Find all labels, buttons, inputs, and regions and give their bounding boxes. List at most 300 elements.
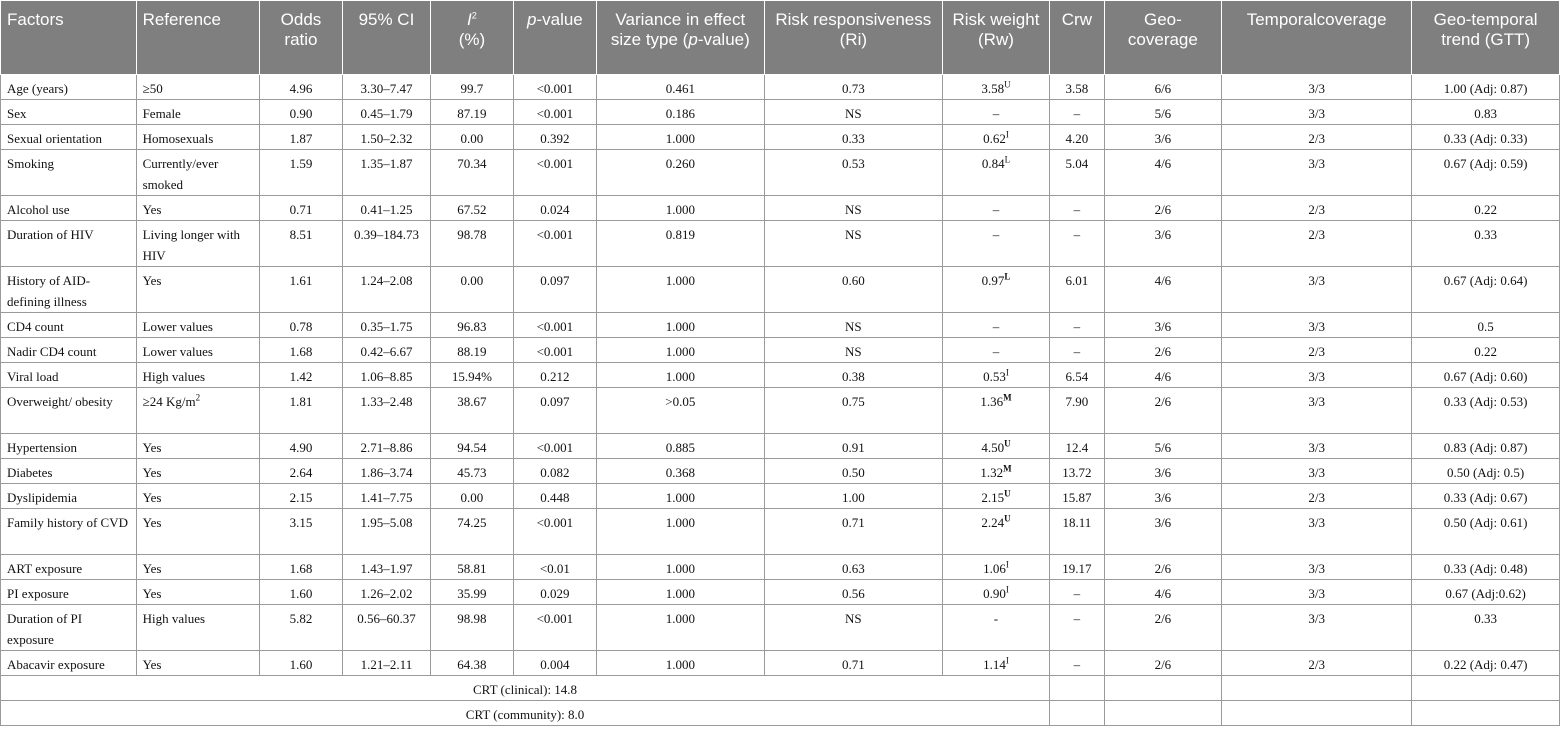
cell-temporal-coverage: 3/3 — [1222, 509, 1412, 555]
cell-odds-ratio: 4.90 — [259, 434, 342, 459]
cell-ci: 1.50–2.32 — [342, 125, 430, 150]
cell-rw-value: 1.14 — [983, 657, 1006, 672]
footer-empty-cell — [1104, 676, 1221, 701]
cell-gtt: 0.22 (Adj: 0.47) — [1412, 651, 1560, 676]
cell-factor: Family history of CVD — [1, 509, 137, 555]
header-factors: Factors — [1, 1, 137, 75]
cell-odds-ratio: 1.61 — [259, 267, 342, 313]
table-row — [1, 580, 1560, 605]
cell-factor: Dyslipidemia — [1, 484, 137, 509]
cell-reference: High values — [136, 605, 259, 651]
cell-gtt: 0.67 (Adj: 0.64) — [1412, 267, 1560, 313]
cell-variance: 0.260 — [596, 150, 764, 196]
cell-rw-value: - — [993, 611, 999, 626]
table-row — [1, 651, 1560, 676]
cell-ci: 3.30–7.47 — [342, 75, 430, 100]
cell-gtt: 0.33 (Adj: 0.33) — [1412, 125, 1560, 150]
cell-i2: 38.67 — [430, 388, 513, 434]
cell-reference: Yes — [136, 196, 259, 221]
cell-geo-coverage: 2/6 — [1104, 196, 1221, 221]
cell-factor: Viral load — [1, 363, 137, 388]
cell-ri: NS — [764, 196, 942, 221]
cell-rw — [942, 363, 1049, 388]
cell-variance: 1.000 — [596, 267, 764, 313]
cell-reference: Yes — [136, 580, 259, 605]
cell-p-value: 0.097 — [513, 388, 596, 434]
cell-odds-ratio: 0.90 — [259, 100, 342, 125]
cell-p-value: 0.392 — [513, 125, 596, 150]
cell-reference: ≥50 — [136, 75, 259, 100]
cell-p-value: <0.001 — [513, 338, 596, 363]
header-row — [1, 1, 1560, 75]
cell-odds-ratio: 2.64 — [259, 459, 342, 484]
cell-ri: 0.73 — [764, 75, 942, 100]
cell-factor: Hypertension — [1, 434, 137, 459]
cell-geo-coverage: 5/6 — [1104, 100, 1221, 125]
footer-empty-cell — [1412, 676, 1560, 701]
header-risk-responsiveness: Risk responsiveness (Ri) — [764, 1, 942, 75]
cell-temporal-coverage: 3/3 — [1222, 75, 1412, 100]
cell-ci: 0.42–6.67 — [342, 338, 430, 363]
cell-rw-value: – — [992, 202, 1000, 217]
cell-p-value: <0.01 — [513, 555, 596, 580]
cell-factor: CD4 count — [1, 313, 137, 338]
cell-geo-coverage: 2/6 — [1104, 388, 1221, 434]
cell-odds-ratio: 1.60 — [259, 651, 342, 676]
cell-rw-value: 0.53 — [983, 369, 1006, 384]
cell-ri: 0.56 — [764, 580, 942, 605]
cell-p-value: <0.001 — [513, 75, 596, 100]
cell-temporal-coverage: 3/3 — [1222, 313, 1412, 338]
table-row — [1, 388, 1560, 434]
cell-factor: Duration of HIV — [1, 221, 137, 267]
cell-rw — [942, 651, 1049, 676]
cell-temporal-coverage: 3/3 — [1222, 605, 1412, 651]
cell-crw: 5.04 — [1050, 150, 1105, 196]
cell-variance: 0.819 — [596, 221, 764, 267]
cell-i2: 0.00 — [430, 484, 513, 509]
cell-p-value: 0.082 — [513, 459, 596, 484]
cell-reference: Yes — [136, 651, 259, 676]
cell-crw: – — [1050, 221, 1105, 267]
cell-i2: 0.00 — [430, 125, 513, 150]
footer-empty-cell — [1222, 676, 1412, 701]
cell-reference: Lower values — [136, 313, 259, 338]
cell-gtt: 0.67 (Adj: 0.59) — [1412, 150, 1560, 196]
footer-row-clinical — [1, 676, 1560, 701]
cell-geo-coverage: 2/6 — [1104, 555, 1221, 580]
cell-rw-value: 1.32 — [980, 465, 1004, 480]
header-crw: Crw — [1050, 1, 1105, 75]
table-row — [1, 125, 1560, 150]
cell-crw: – — [1050, 196, 1105, 221]
cell-variance: 0.186 — [596, 100, 764, 125]
cell-i2: 0.00 — [430, 267, 513, 313]
cell-rw — [942, 100, 1049, 125]
header-geo-coverage: Geo-coverage — [1104, 1, 1221, 75]
footer-empty-cell — [1050, 701, 1105, 726]
cell-rw-superscript: L — [1004, 154, 1011, 165]
table-row — [1, 434, 1560, 459]
cell-rw-superscript: U — [1004, 488, 1011, 499]
cell-temporal-coverage: 2/3 — [1222, 484, 1412, 509]
cell-gtt: 0.50 (Adj: 0.5) — [1412, 459, 1560, 484]
cell-reference: Yes — [136, 555, 259, 580]
cell-factor: Age (years) — [1, 75, 137, 100]
cell-variance: 0.461 — [596, 75, 764, 100]
cell-i2: 70.34 — [430, 150, 513, 196]
cell-crw: 6.54 — [1050, 363, 1105, 388]
cell-i2: 35.99 — [430, 580, 513, 605]
cell-rw — [942, 221, 1049, 267]
cell-rw-superscript: U — [1004, 79, 1011, 90]
cell-ci: 1.95–5.08 — [342, 509, 430, 555]
cell-rw — [942, 484, 1049, 509]
cell-rw — [942, 509, 1049, 555]
cell-gtt: 0.33 — [1412, 221, 1560, 267]
cell-ri: 0.53 — [764, 150, 942, 196]
cell-temporal-coverage: 3/3 — [1222, 100, 1412, 125]
cell-ci: 1.33–2.48 — [342, 388, 430, 434]
cell-variance: 1.000 — [596, 484, 764, 509]
cell-rw — [942, 267, 1049, 313]
cell-variance: 1.000 — [596, 651, 764, 676]
header-odds-ratio: Odds ratio — [259, 1, 342, 75]
footer-empty-cell — [1050, 676, 1105, 701]
header-p-symbol: p — [526, 10, 537, 29]
cell-ri: 0.91 — [764, 434, 942, 459]
header-i2-unit: (%) — [458, 30, 486, 49]
cell-variance: 0.885 — [596, 434, 764, 459]
cell-variance: 1.000 — [596, 605, 764, 651]
cell-gtt: 1.00 (Adj: 0.87) — [1412, 75, 1560, 100]
cell-ci: 1.43–1.97 — [342, 555, 430, 580]
header-variance — [596, 1, 764, 75]
table-row — [1, 555, 1560, 580]
cell-odds-ratio: 2.15 — [259, 484, 342, 509]
cell-p-value: 0.029 — [513, 580, 596, 605]
cell-reference-value: ≥24 Kg/m — [142, 394, 196, 409]
header-ci: 95% CI — [342, 1, 430, 75]
cell-rw-value: – — [992, 344, 1000, 359]
cell-geo-coverage: 5/6 — [1104, 434, 1221, 459]
cell-ri: NS — [764, 221, 942, 267]
cell-p-value: <0.001 — [513, 434, 596, 459]
header-variance-text-a: Variance in effect size type ( — [610, 10, 746, 49]
cell-reference: Yes — [136, 484, 259, 509]
header-p-value-text: -value — [536, 10, 583, 29]
table-row — [1, 338, 1560, 363]
cell-ri: 1.00 — [764, 484, 942, 509]
cell-crw: 6.01 — [1050, 267, 1105, 313]
header-p-value — [513, 1, 596, 75]
cell-geo-coverage: 4/6 — [1104, 580, 1221, 605]
cell-gtt: 0.5 — [1412, 313, 1560, 338]
cell-ri: NS — [764, 100, 942, 125]
table-row — [1, 605, 1560, 651]
cell-factor: Sexual orientation — [1, 125, 137, 150]
header-risk-weight: Risk weight (Rw) — [942, 1, 1049, 75]
header-i2-symbol: I — [467, 10, 472, 29]
cell-p-value: <0.001 — [513, 150, 596, 196]
cell-gtt: 0.22 — [1412, 338, 1560, 363]
cell-i2: 45.73 — [430, 459, 513, 484]
cell-variance: 1.000 — [596, 363, 764, 388]
table-row — [1, 509, 1560, 555]
cell-ci: 1.86–3.74 — [342, 459, 430, 484]
cell-i2: 67.52 — [430, 196, 513, 221]
cell-rw-value: 2.15 — [981, 490, 1005, 505]
cell-rw-superscript: U — [1004, 513, 1011, 524]
cell-ri: 0.63 — [764, 555, 942, 580]
cell-variance: >0.05 — [596, 388, 764, 434]
cell-i2: 98.78 — [430, 221, 513, 267]
cell-i2: 74.25 — [430, 509, 513, 555]
cell-ri: 0.60 — [764, 267, 942, 313]
cell-reference: Yes — [136, 459, 259, 484]
cell-rw — [942, 150, 1049, 196]
cell-reference: Yes — [136, 267, 259, 313]
cell-temporal-coverage: 3/3 — [1222, 580, 1412, 605]
cell-gtt: 0.33 (Adj: 0.67) — [1412, 484, 1560, 509]
cell-crw: – — [1050, 651, 1105, 676]
cell-crw: 7.90 — [1050, 388, 1105, 434]
cell-odds-ratio: 0.71 — [259, 196, 342, 221]
cell-crw: – — [1050, 580, 1105, 605]
header-temporal-coverage: Temporalcoverage — [1222, 1, 1412, 75]
cell-p-value: 0.212 — [513, 363, 596, 388]
cell-ri: 0.38 — [764, 363, 942, 388]
cell-rw — [942, 75, 1049, 100]
cell-rw — [942, 388, 1049, 434]
cell-crw: – — [1050, 605, 1105, 651]
table-body — [1, 75, 1560, 726]
cell-i2: 64.38 — [430, 651, 513, 676]
cell-ci: 1.21–2.11 — [342, 651, 430, 676]
cell-ri: NS — [764, 313, 942, 338]
cell-geo-coverage: 6/6 — [1104, 75, 1221, 100]
cell-reference: Currently/ever smoked — [136, 150, 259, 196]
cell-reference — [136, 388, 259, 434]
cell-factor: Overweight/ obesity — [1, 388, 137, 434]
cell-i2: 58.81 — [430, 555, 513, 580]
cell-rw — [942, 313, 1049, 338]
cell-i2: 94.54 — [430, 434, 513, 459]
cell-geo-coverage: 3/6 — [1104, 484, 1221, 509]
cell-geo-coverage: 2/6 — [1104, 651, 1221, 676]
cell-variance: 1.000 — [596, 196, 764, 221]
cell-rw-value: – — [992, 319, 1000, 334]
cell-rw-value: 2.24 — [981, 515, 1005, 530]
cell-ci: 0.41–1.25 — [342, 196, 430, 221]
cell-factor: Sex — [1, 100, 137, 125]
table-row — [1, 459, 1560, 484]
cell-crw: 3.58 — [1050, 75, 1105, 100]
footer-empty-cell — [1412, 701, 1560, 726]
cell-ri: 0.50 — [764, 459, 942, 484]
cell-p-value: <0.001 — [513, 509, 596, 555]
cell-crw: – — [1050, 338, 1105, 363]
cell-i2: 99.7 — [430, 75, 513, 100]
cell-temporal-coverage: 2/3 — [1222, 196, 1412, 221]
cell-factor: Nadir CD4 count — [1, 338, 137, 363]
header-reference: Reference — [136, 1, 259, 75]
cell-p-value: 0.004 — [513, 651, 596, 676]
cell-geo-coverage: 4/6 — [1104, 267, 1221, 313]
cell-rw-value: 1.36 — [980, 394, 1004, 409]
cell-temporal-coverage: 3/3 — [1222, 555, 1412, 580]
cell-temporal-coverage: 2/3 — [1222, 221, 1412, 267]
cell-gtt: 0.33 (Adj: 0.48) — [1412, 555, 1560, 580]
cell-odds-ratio: 1.68 — [259, 555, 342, 580]
table-row — [1, 313, 1560, 338]
cell-geo-coverage: 3/6 — [1104, 125, 1221, 150]
cell-rw-superscript: L — [1004, 271, 1011, 282]
cell-gtt: 0.33 (Adj: 0.53) — [1412, 388, 1560, 434]
cell-rw — [942, 434, 1049, 459]
table-row — [1, 484, 1560, 509]
cell-p-value: <0.001 — [513, 100, 596, 125]
cell-rw — [942, 125, 1049, 150]
cell-gtt: 0.22 — [1412, 196, 1560, 221]
cell-factor: History of AID-defining illness — [1, 267, 137, 313]
cell-crw: 13.72 — [1050, 459, 1105, 484]
cell-gtt: 0.33 — [1412, 605, 1560, 651]
cell-geo-coverage: 3/6 — [1104, 313, 1221, 338]
header-variance-text-b: -value) — [697, 30, 750, 49]
cell-factor: ART exposure — [1, 555, 137, 580]
cell-crw: 18.11 — [1050, 509, 1105, 555]
table-row — [1, 363, 1560, 388]
cell-ci: 1.06–8.85 — [342, 363, 430, 388]
cell-ri: 0.75 — [764, 388, 942, 434]
cell-geo-coverage: 3/6 — [1104, 459, 1221, 484]
cell-ri: 0.33 — [764, 125, 942, 150]
cell-crw: 12.4 — [1050, 434, 1105, 459]
cell-odds-ratio: 4.96 — [259, 75, 342, 100]
footer-empty-cell — [1104, 701, 1221, 726]
cell-ri: NS — [764, 605, 942, 651]
cell-ci: 0.35–1.75 — [342, 313, 430, 338]
cell-variance: 1.000 — [596, 338, 764, 363]
cell-gtt: 0.50 (Adj: 0.61) — [1412, 509, 1560, 555]
cell-temporal-coverage: 2/3 — [1222, 651, 1412, 676]
cell-geo-coverage: 2/6 — [1104, 605, 1221, 651]
cell-geo-coverage: 2/6 — [1104, 338, 1221, 363]
cell-p-value: <0.001 — [513, 221, 596, 267]
cell-crw: 15.87 — [1050, 484, 1105, 509]
cell-gtt: 0.67 (Adj:0.62) — [1412, 580, 1560, 605]
cell-rw-superscript: U — [1004, 438, 1011, 449]
cell-p-value: 0.024 — [513, 196, 596, 221]
cell-reference: Female — [136, 100, 259, 125]
cell-temporal-coverage: 3/3 — [1222, 459, 1412, 484]
table-row — [1, 221, 1560, 267]
cell-odds-ratio: 3.15 — [259, 509, 342, 555]
header-variance-p-symbol: p — [688, 30, 698, 49]
cell-temporal-coverage: 3/3 — [1222, 434, 1412, 459]
cell-reference: Lower values — [136, 338, 259, 363]
cell-factor: Alcohol use — [1, 196, 137, 221]
cell-rw-superscript: I — [1005, 584, 1009, 595]
cell-ci: 1.35–1.87 — [342, 150, 430, 196]
cell-temporal-coverage: 3/3 — [1222, 267, 1412, 313]
cell-odds-ratio: 1.68 — [259, 338, 342, 363]
cell-odds-ratio: 5.82 — [259, 605, 342, 651]
cell-reference: Yes — [136, 434, 259, 459]
cell-reference: Yes — [136, 509, 259, 555]
cell-rw-value: 3.58 — [981, 81, 1005, 96]
cell-i2: 15.94% — [430, 363, 513, 388]
cell-gtt: 0.67 (Adj: 0.60) — [1412, 363, 1560, 388]
cell-rw — [942, 459, 1049, 484]
cell-factor: Smoking — [1, 150, 137, 196]
cell-geo-coverage: 4/6 — [1104, 150, 1221, 196]
cell-odds-ratio: 1.42 — [259, 363, 342, 388]
cell-geo-coverage: 3/6 — [1104, 509, 1221, 555]
cell-odds-ratio: 0.78 — [259, 313, 342, 338]
cell-ci: 0.56–60.37 — [342, 605, 430, 651]
cell-reference: Living longer with HIV — [136, 221, 259, 267]
cell-temporal-coverage: 2/3 — [1222, 125, 1412, 150]
crt-clinical: CRT (clinical): 14.8 — [1, 676, 1050, 701]
cell-rw — [942, 580, 1049, 605]
table-row — [1, 100, 1560, 125]
cell-rw-value: 0.62 — [983, 131, 1006, 146]
cell-reference: High values — [136, 363, 259, 388]
cell-rw-superscript: I — [1005, 367, 1009, 378]
cell-reference: Homosexuals — [136, 125, 259, 150]
cell-temporal-coverage: 3/3 — [1222, 388, 1412, 434]
cell-rw-superscript: I — [1005, 655, 1009, 666]
cell-variance: 0.368 — [596, 459, 764, 484]
cell-rw-value: – — [992, 227, 1000, 242]
cell-p-value: <0.001 — [513, 313, 596, 338]
cell-i2: 98.98 — [430, 605, 513, 651]
cell-rw-superscript: I — [1005, 559, 1009, 570]
cell-ci: 0.39–184.73 — [342, 221, 430, 267]
table-row — [1, 196, 1560, 221]
cell-odds-ratio: 1.59 — [259, 150, 342, 196]
cell-ci: 1.41–7.75 — [342, 484, 430, 509]
cell-rw — [942, 555, 1049, 580]
cell-geo-coverage: 4/6 — [1104, 363, 1221, 388]
cell-rw — [942, 196, 1049, 221]
cell-p-value: 0.448 — [513, 484, 596, 509]
cell-factor: Abacavir exposure — [1, 651, 137, 676]
cell-rw-value: 1.06 — [983, 561, 1006, 576]
table-row — [1, 267, 1560, 313]
header-i2 — [430, 1, 513, 75]
cell-rw-value: 0.90 — [983, 586, 1006, 601]
cell-odds-ratio: 1.81 — [259, 388, 342, 434]
cell-ri: NS — [764, 338, 942, 363]
cell-ci: 1.26–2.02 — [342, 580, 430, 605]
cell-gtt: 0.83 — [1412, 100, 1560, 125]
cell-geo-coverage: 3/6 — [1104, 221, 1221, 267]
cell-rw-superscript: M — [1003, 463, 1012, 474]
header-i2-superscript: 2 — [471, 10, 477, 21]
table-row — [1, 75, 1560, 100]
cell-gtt: 0.83 (Adj: 0.87) — [1412, 434, 1560, 459]
cell-ri: 0.71 — [764, 651, 942, 676]
table-header — [1, 1, 1560, 75]
header-geo-temporal-trend: Geo-temporal trend (GTT) — [1412, 1, 1560, 75]
cell-rw-value: – — [992, 106, 1000, 121]
cell-factor: Diabetes — [1, 459, 137, 484]
cell-variance: 1.000 — [596, 509, 764, 555]
cell-factor: PI exposure — [1, 580, 137, 605]
